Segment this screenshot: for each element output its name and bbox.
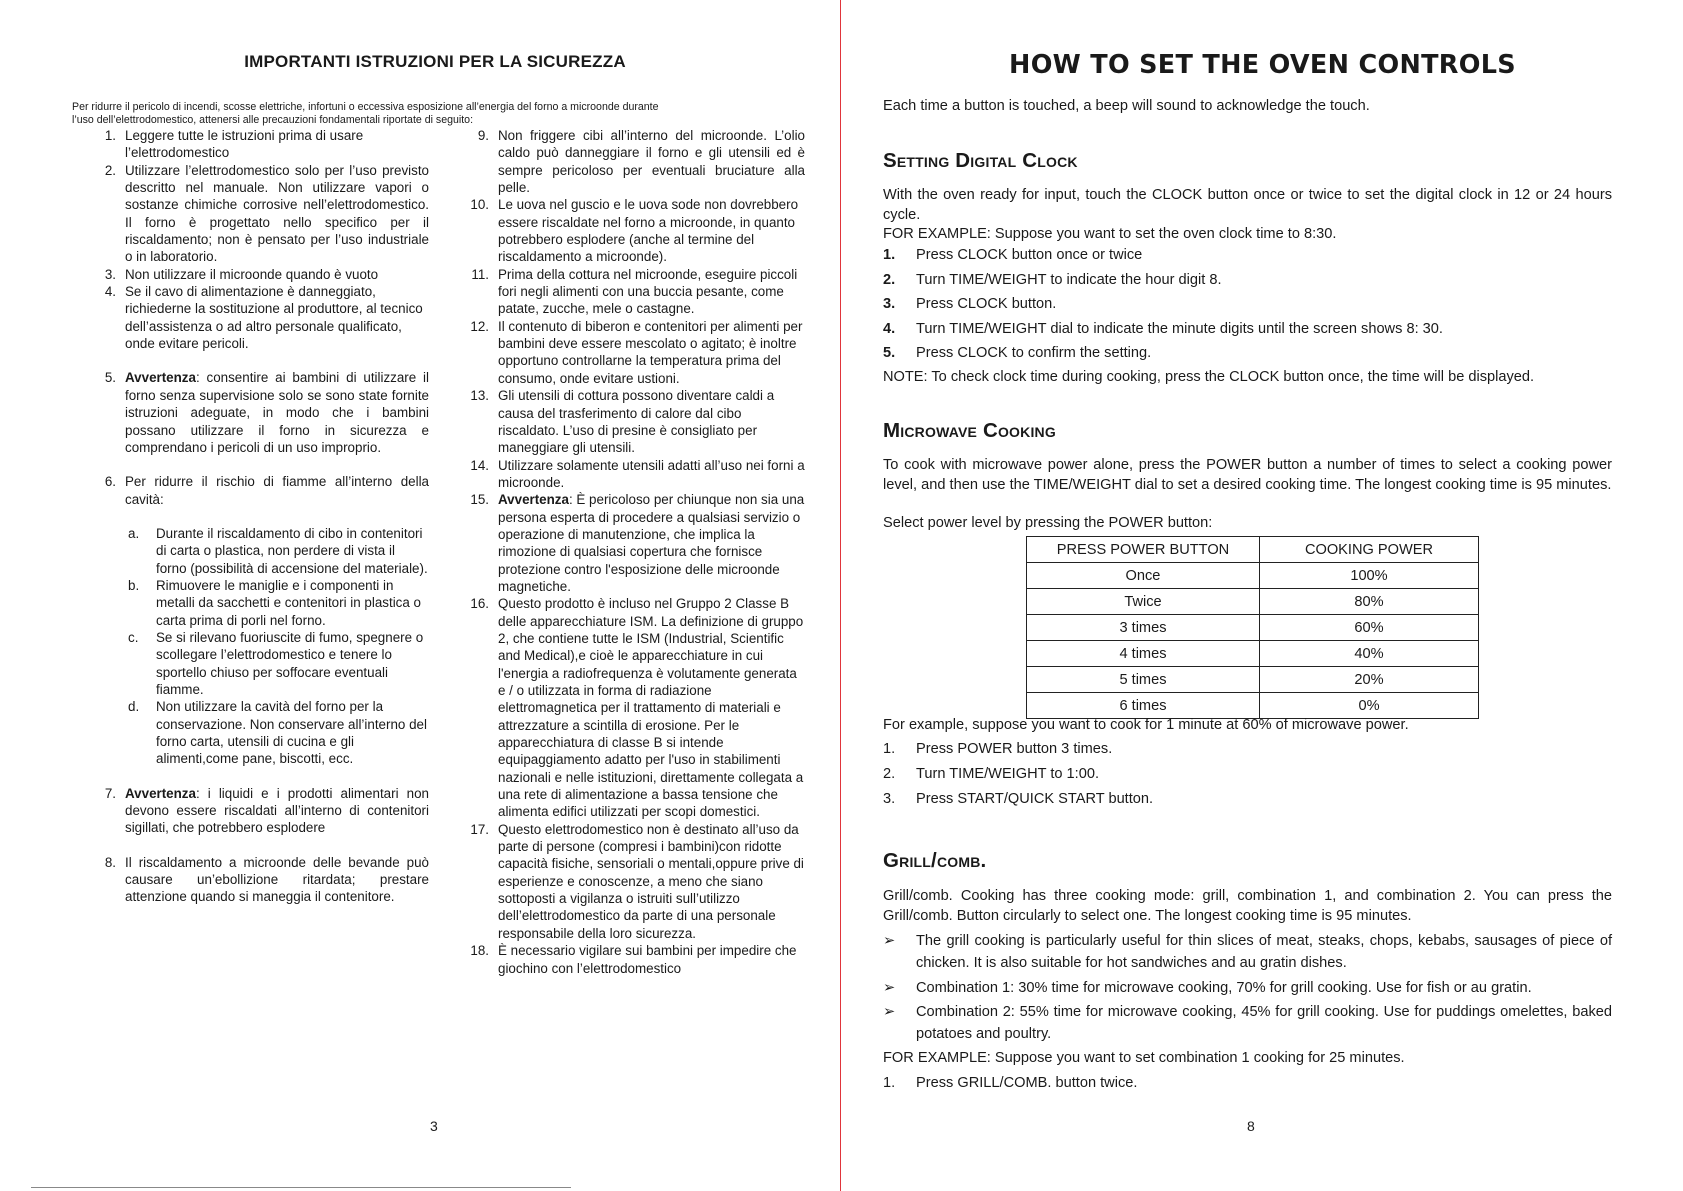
arrow-bullet-icon: ➢ bbox=[883, 933, 896, 949]
table-row bbox=[1027, 589, 1479, 615]
bullet-item: ➢ Combination 2: 55% time for microwave cooking, 45% for grill cooking. Use for puddings omelettes, baked potatoes and poultry. bbox=[883, 1004, 1612, 1042]
intro-line: l’uso dell’elettrodomestico, attenersi alle precauzioni fondamentali riportate di seguito: bbox=[72, 113, 474, 126]
paragraph: For example, suppose you want to cook for 1 minute at 60% of microwave power. bbox=[883, 717, 1409, 733]
table-cell: 4 times bbox=[1027, 641, 1260, 667]
table-cell: 0% bbox=[1260, 693, 1479, 719]
warning-label: Avvertenza bbox=[125, 785, 196, 801]
warning-label: Avvertenza bbox=[498, 492, 569, 508]
table-header: COOKING POWER bbox=[1260, 537, 1479, 563]
list-item: 17. Questo elettrodomestico non è destinato all’uso da parte di persone (compresi i bambini)con ridotte capacità fisiche, sensoriali o mentali,oppure prive di esperienze e conoscenze, a meno che siano sottoposti a vigilanza o istruiti sull’utilizzo dell’elettrodomestico da parte di una personale responsabile della loro sicurezza. bbox=[470, 821, 804, 941]
table-row bbox=[1027, 641, 1479, 667]
page-title: IMPORTANTI ISTRUZIONI PER LA SICUREZZA bbox=[244, 52, 626, 71]
paragraph: To cook with microwave power alone, press the POWER button a number of times to select a cooking power level, and then use the TIME/WEIGHT dial to set a desired cooking time. The longest cooking time is 95 minutes. bbox=[883, 457, 1612, 493]
intro-text: Each time a button is touched, a beep will sound to acknowledge the touch. bbox=[883, 98, 1370, 114]
section-heading-microwave: Microwave Cooking bbox=[883, 419, 1056, 442]
page-right: HOW TO SET THE OVEN CONTROLS Each time a button is touched, a beep will sound to acknowledge the touch. Setting Digital Clock With the oven ready for input, touch the CLOCK button once or twice to set the digital clock in 12 or 24 hours cycle. FOR EXAMPLE: Suppose you want to set the oven clock time to 8:30. 1. Press CLOCK button once or twice 2. Turn TIME/WEIGHT to indicate the hour digit 8. 3. Press CLOCK button. 4. Turn TIME/WEIGHT dial to indicate the minute digits until the screen shows 8: 30. 5. Press CLOCK to confirm the setting. NOTE: To check clock time during cooking, press the CLOCK button once, the time will be displayed. Microwave Cooking To cook with microwave power alone, press the POWER button a number of times to select a cooking power level, and then use the TIME/WEIGHT dial to set a desired cooking time. The longest cooking time is 95 minutes. Select power level by pressing the POWER button: PRESS POWER BUTTON COOKING POWER Once 100% Twice 80% 3 times 60% 4 times 40% 5 times 20% 6 times 0% For example, suppose you want to cook for 1 minute at 60% of microwave power. 1. Press POWER button 3 times. 2. Turn TIME/WEIGHT to 1:00. 3. Press START/QUICK START button. Grill/comb. Grill/comb. Cooking has three cooking mode: grill, combination 1, and combination 2. You can press the Grill/comb. Button circularly to select one. The longest cooking time is 95 minutes. ➢ The grill cooking is particularly useful for thin slices of meat, steaks, chops, kebabs, sausages of piece of chicken. It is also suitable for hot sandwiches and au gratin dishes. ➢ Combination 1: 30% time for microwave cooking, 70% for grill cooking. Use for fish or au gratin. ➢ Combination 2: 55% time for microwave cooking, 45% for grill cooking. Use for puddings omelettes, baked potatoes and poultry. FOR EXAMPLE: Suppose you want to set combination 1 cooking for 25 minutes. 1. Press GRILL/COMB. button twice. 8 bbox=[842, 0, 1683, 1191]
list-item: 7. Avvertenza: i liquidi e i prodotti alimentari non devono essere riscaldati all’interno di contenitori sigillati, che potrebbero esplodere bbox=[104, 785, 429, 836]
list-item: 18. È necessario vigilare sui bambini per impedire che giochino con l’elettrodomestico bbox=[470, 943, 797, 976]
table-row bbox=[1027, 667, 1479, 693]
list-item: 6. Per ridurre il rischio di fiamme all’interno della cavità: bbox=[104, 474, 429, 507]
paragraph: FOR EXAMPLE: Suppose you want to set the oven clock time to 8:30. bbox=[883, 226, 1337, 242]
list-item: 5. Avvertenza: consentire ai bambini di utilizzare il forno senza supervisione solo se sono state fornite istruzioni adeguate, in modo che i bambini possano utilizzare il forno in sicurezza e comprendano i pericoli di un uso improprio. bbox=[104, 370, 429, 455]
page-number: 3 bbox=[430, 1118, 438, 1134]
paragraph: Select power level by pressing the POWER button: bbox=[883, 515, 1213, 531]
table-cell: 20% bbox=[1260, 667, 1479, 693]
intro-paragraph bbox=[72, 101, 792, 126]
power-level-table bbox=[1026, 536, 1479, 719]
bottom-rule bbox=[31, 1187, 571, 1188]
sub-list-item: c. Se si rilevano fuoriuscite di fumo, spegnere o scollegare l’elettrodomestico e tenere lo sportello chiuso per soffocare eventuali fiamme. bbox=[128, 629, 424, 697]
bullet-item: ➢ The grill cooking is particularly useful for thin slices of meat, steaks, chops, kebabs, sausages of piece of chicken. It is also suitable for hot sandwiches and au gratin dishes. bbox=[883, 933, 1612, 971]
list-item: 11. Prima della cottura nel microonde, eseguire piccoli fori negli alimenti con una buccia pesante, come patate, zucche, mele o castagne. bbox=[471, 266, 798, 317]
list-item: 10. Le uova nel guscio e le uova sode non dovrebbero essere riscaldate nel forno a microonde, in quanto potrebbero esplodere (anche al termine del riscaldamento a microonde). bbox=[470, 197, 799, 265]
arrow-bullet-icon: ➢ bbox=[883, 980, 896, 996]
intro-line: Per ridurre il pericolo di incendi, scosse elettriche, infortuni o eccessiva esposizione all’energia del forno a microonde durante bbox=[72, 101, 659, 113]
table-cell: 100% bbox=[1260, 563, 1479, 589]
table-cell: Twice bbox=[1027, 589, 1260, 615]
list-item: 2. Utilizzare l’elettrodomestico solo per l’uso previsto descritto nel manuale. Non utilizzare vapori o sostanze chimiche corrosive nell’elettrodomestico. Il forno è progettato nello specifico per il riscaldamento; non è pensato per l’uso industriale o in laboratorio. bbox=[104, 162, 429, 265]
sub-list-item: d. Non utilizzare la cavità del forno per la conservazione. Non conservare all’interno del forno carta, utensili di cucina e gli alimenti,come pane, biscotti, ecc. bbox=[128, 699, 427, 767]
list-item: 1. Leggere tutte le istruzioni prima di usare l’elettrodomestico bbox=[104, 128, 364, 161]
table-cell: 5 times bbox=[1027, 667, 1260, 693]
arrow-bullet-icon: ➢ bbox=[883, 1004, 896, 1020]
paragraph: FOR EXAMPLE: Suppose you want to set combination 1 cooking for 25 minutes. bbox=[883, 1050, 1405, 1066]
warning-label: Avvertenza bbox=[125, 370, 196, 386]
table-cell: 80% bbox=[1260, 589, 1479, 615]
list-item: 8. Il riscaldamento a microonde delle bevande può causare un’ebollizione ritardata; prestare attenzione quando si maneggia il contenitore. bbox=[104, 854, 429, 905]
table-row bbox=[1027, 615, 1479, 641]
section-heading-grill: Grill/comb. bbox=[883, 849, 987, 872]
table-cell: 3 times bbox=[1027, 615, 1260, 641]
table-row bbox=[1027, 563, 1479, 589]
note-text: NOTE: To check clock time during cooking, press the CLOCK button once, the time will be displayed. bbox=[883, 369, 1535, 385]
safety-column-1 bbox=[92, 127, 429, 906]
section-heading-clock: Setting Digital Clock bbox=[883, 149, 1078, 172]
table-cell: 40% bbox=[1260, 641, 1479, 667]
sub-list-item: a. Durante il riscaldamento di cibo in contenitori di carta o plastica, non perdere di vista il forno (possibilità di accensione del materiale). bbox=[128, 525, 428, 576]
paragraph: With the oven ready for input, touch the CLOCK button once or twice to set the digital clock in 12 or 24 hours cycle. bbox=[883, 187, 1612, 223]
table-cell: 6 times bbox=[1027, 693, 1260, 719]
page-number: 8 bbox=[1247, 1118, 1255, 1134]
list-item: 3. Non utilizzare il microonde quando è vuoto bbox=[104, 266, 379, 282]
list-item: 14. Utilizzare solamente utensili adatti all’uso nei forni a microonde. bbox=[470, 457, 805, 490]
page-left bbox=[0, 0, 840, 1191]
list-item: 4. Se il cavo di alimentazione è danneggiato, richiederne la sostituzione al produttore, al tecnico dell’assistenza o ad altro personale qualificato, onde evitare pericoli. bbox=[104, 284, 423, 352]
safety-column-2 bbox=[465, 127, 805, 977]
page-title: HOW TO SET THE OVEN CONTROLS bbox=[1009, 50, 1516, 80]
table-header-row bbox=[1027, 537, 1479, 563]
list-item: 9. Non friggere cibi all’interno del microonde. L’olio caldo può danneggiare il forno e gli utensili ed è sempre pericoloso per eventuali bruciature alla pelle. bbox=[477, 128, 805, 196]
list-item: 12. Il contenuto di biberon e contenitori per alimenti per bambini deve essere mescolato o agitato; è inoltre opportuno controllarne la temperatura prima del consumo, onde evitare ustioni. bbox=[470, 318, 803, 386]
table-cell: Once bbox=[1027, 563, 1260, 589]
bullet-item: ➢ Combination 1: 30% time for microwave cooking, 70% for grill cooking. Use for fish or au gratin. bbox=[883, 978, 1612, 1000]
table-header: PRESS POWER BUTTON bbox=[1027, 537, 1260, 563]
list-item: 13. Gli utensili di cottura possono diventare caldi a causa del trasferimento di calore dal cibo riscaldato. L’uso di presine è consigliato per maneggiare gli utensili. bbox=[470, 388, 775, 456]
sub-list-item: b. Rimuovere le maniglie e i componenti in metalli da sacchetti e contenitori in plastica o carta prima di porli nel forno. bbox=[128, 577, 421, 628]
table-cell: 60% bbox=[1260, 615, 1479, 641]
list-item: 15. Avvertenza: È pericoloso per chiunque non sia una persona esperta di procedere a qualsiasi servizio o operazione di manutenzione, che implica la rimozione di qualsiasi copertura che fornisce protezione contro l'esposizione delle microonde magnetiche. bbox=[470, 492, 805, 594]
paragraph: Grill/comb. Cooking has three cooking mode: grill, combination 1, and combination 2. You can press the Grill/comb. Button circularly to select one. The longest cooking time is 95 minutes. bbox=[883, 888, 1612, 924]
table-row bbox=[1027, 693, 1479, 719]
list-item: 16. Questo prodotto è incluso nel Gruppo 2 Classe B delle apparecchiature ISM. La definizione di gruppo 2, che contiene tutte le ISM (Industrial, Scientific and Medical),e cioè le apparecchiature in cui l'energia a radiofrequenza è volutamente generata e / o utilizzata in forma di radiazione elettromagnetica per il trattamento di materiali e attrezzature a scintilla di erosione. Per le apparecchiatura di classe B si intende equipaggiamento adatto per l'uso in stabilimenti nazionali e nelle istituzioni, direttamente collegata a una rete di alimentazione a bassa tensione che alimenta edifici utilizzati per scopi domestici. bbox=[470, 596, 804, 820]
